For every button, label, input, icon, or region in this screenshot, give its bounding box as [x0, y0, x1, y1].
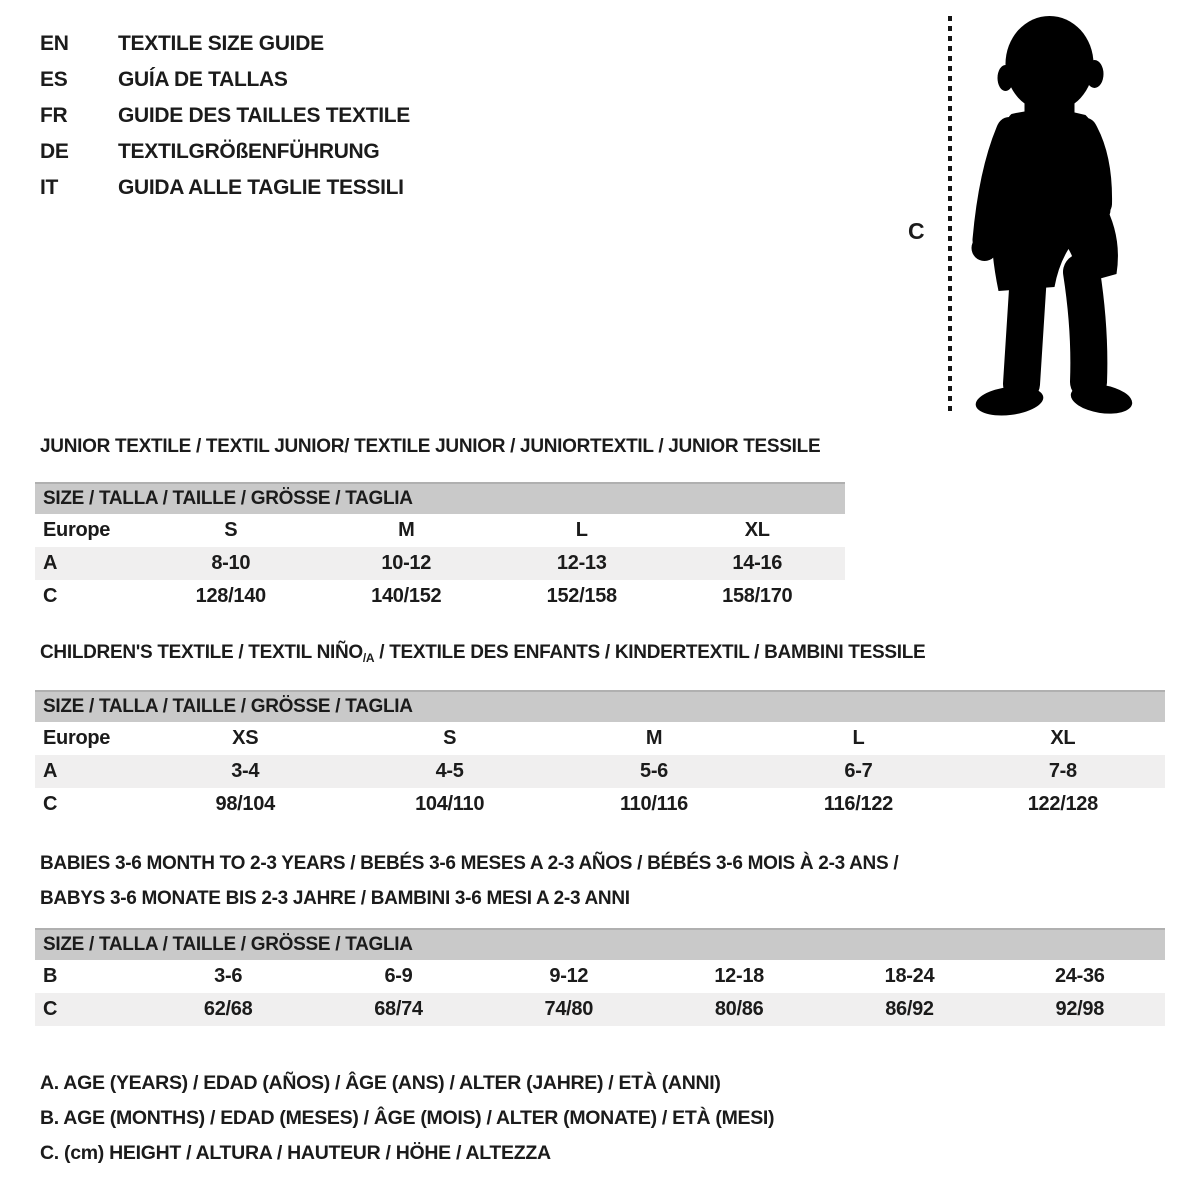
table-cell: 128/140 — [195, 585, 266, 607]
table-row — [35, 788, 1165, 821]
table-cell: 92/98 — [1055, 998, 1105, 1020]
babies-size-table — [35, 928, 1165, 1026]
table-header-bar: SIZE / TALLA / TAILLE / GRÖSSE / TAGLIA — [35, 690, 1165, 722]
table-cell: 6-9 — [384, 965, 413, 987]
table-cell: 10-12 — [381, 552, 432, 574]
language-code: FR — [40, 104, 68, 127]
table-cell: 98/104 — [215, 793, 275, 815]
language-row — [40, 98, 410, 134]
table-row — [35, 722, 1165, 755]
legend-line-a: A. AGE (YEARS) / EDAD (AÑOS) / ÂGE (ANS) / ALTER (JAHRE) / ETÀ (ANNI) — [40, 1072, 721, 1094]
table-row — [35, 755, 1165, 788]
table-cell: 8-10 — [211, 552, 251, 574]
table-cell: M — [645, 727, 663, 749]
table-cell: L — [852, 727, 865, 749]
section-title-junior: JUNIOR TEXTILE / TEXTIL JUNIOR/ TEXTILE JUNIOR / JUNIORTEXTIL / JUNIOR TESSILE — [40, 436, 821, 457]
row-label-cell: A — [43, 760, 58, 782]
table-cell: 86/92 — [885, 998, 934, 1020]
table-cell: 104/110 — [415, 793, 485, 815]
table-cell: XL — [1050, 727, 1076, 749]
language-label: TEXTILGRÖßENFÜHRUNG — [118, 140, 380, 163]
junior-size-table — [35, 482, 845, 613]
language-code: IT — [40, 176, 59, 199]
section-title-line1: BABIES 3-6 MONTH TO 2-3 YEARS / BEBÉS 3-6 MESES A 2-3 AÑOS / BÉBÉS 3-6 MOIS À 2-3 ANS / — [40, 853, 899, 874]
language-row — [40, 62, 410, 98]
row-label-cell: C — [43, 793, 58, 815]
table-cell: 152/158 — [546, 585, 617, 607]
row-label-cell: Europe — [43, 727, 111, 749]
section-title-babies — [40, 846, 898, 916]
language-code: EN — [40, 32, 69, 55]
children-size-table — [35, 690, 1165, 821]
table-cell: XS — [232, 727, 259, 749]
table-cell: 74/80 — [544, 998, 594, 1020]
table-row — [35, 547, 845, 580]
table-header-bar: SIZE / TALLA / TAILLE / GRÖSSE / TAGLIA — [35, 928, 1165, 960]
table-cell: 62/68 — [203, 998, 253, 1020]
language-row — [40, 26, 410, 62]
table-cell: 3-6 — [214, 965, 243, 987]
language-list — [40, 26, 410, 206]
table-cell: 9-12 — [549, 965, 589, 987]
height-dashed-line — [948, 16, 952, 416]
legend — [40, 1066, 774, 1171]
table-cell: S — [443, 727, 457, 749]
table-cell: XL — [744, 519, 770, 541]
section-title-line2: BABYS 3-6 MONATE BIS 2-3 JAHRE / BAMBINI 3-6 MESI A 2-3 ANNI — [40, 888, 630, 909]
table-row — [35, 514, 845, 547]
language-label: GUIDE DES TAILLES TEXTILE — [118, 104, 410, 127]
table-cell: 116/122 — [823, 793, 893, 815]
table-cell: 68/74 — [374, 998, 423, 1020]
table-cell: 12-18 — [714, 965, 764, 987]
table-row — [35, 580, 845, 613]
table-cell: 24-36 — [1054, 965, 1105, 987]
language-row — [40, 170, 410, 206]
language-label: GUIDA ALLE TAGLIE TESSILI — [118, 176, 404, 199]
table-cell: L — [575, 519, 588, 541]
table-cell: 158/170 — [722, 585, 793, 607]
table-cell: 80/86 — [714, 998, 764, 1020]
table-cell: 7-8 — [1048, 760, 1077, 782]
table-cell: 3-4 — [231, 760, 260, 782]
section-title-text: / TEXTILE DES ENFANTS / KINDERTEXTIL / BAMBINI TESSILE — [374, 642, 926, 663]
legend-line-b: B. AGE (MONTHS) / EDAD (MESES) / ÂGE (MOIS) / ALTER (MONATE) / ETÀ (MESI) — [40, 1107, 775, 1129]
table-cell: 12-13 — [556, 552, 607, 574]
language-label: TEXTILE SIZE GUIDE — [118, 32, 324, 55]
row-label-cell: C — [43, 585, 58, 607]
toddler-silhouette-icon — [962, 12, 1142, 422]
table-row — [35, 960, 1165, 993]
row-label-cell: Europe — [43, 519, 111, 541]
table-cell: 122/128 — [1027, 793, 1098, 815]
table-cell: 14-16 — [732, 552, 783, 574]
table-cell: M — [398, 519, 415, 541]
language-code: ES — [40, 68, 68, 91]
row-label-cell: A — [43, 552, 58, 574]
table-cell: 6-7 — [844, 760, 873, 782]
table-cell: S — [224, 519, 238, 541]
table-cell: 110/116 — [620, 793, 689, 815]
language-row — [40, 134, 410, 170]
section-title-children — [40, 642, 925, 665]
language-label: GUÍA DE TALLAS — [118, 68, 288, 91]
legend-line-c: C. (cm) HEIGHT / ALTURA / HAUTEUR / HÖHE / ALTEZZA — [40, 1142, 551, 1164]
table-cell: 140/152 — [371, 585, 442, 607]
section-title-text: CHILDREN'S TEXTILE / TEXTIL NIÑO — [40, 642, 363, 663]
table-row — [35, 993, 1165, 1026]
table-cell: 5-6 — [640, 760, 669, 782]
table-cell: 4-5 — [435, 760, 464, 782]
language-code: DE — [40, 140, 69, 163]
height-label-c: C — [908, 218, 925, 244]
row-label-cell: B — [43, 965, 58, 987]
table-header-bar: SIZE / TALLA / TAILLE / GRÖSSE / TAGLIA — [35, 482, 845, 514]
section-title-subscript: /A — [362, 651, 375, 665]
row-label-cell: C — [43, 998, 58, 1020]
table-cell: 18-24 — [884, 965, 935, 987]
